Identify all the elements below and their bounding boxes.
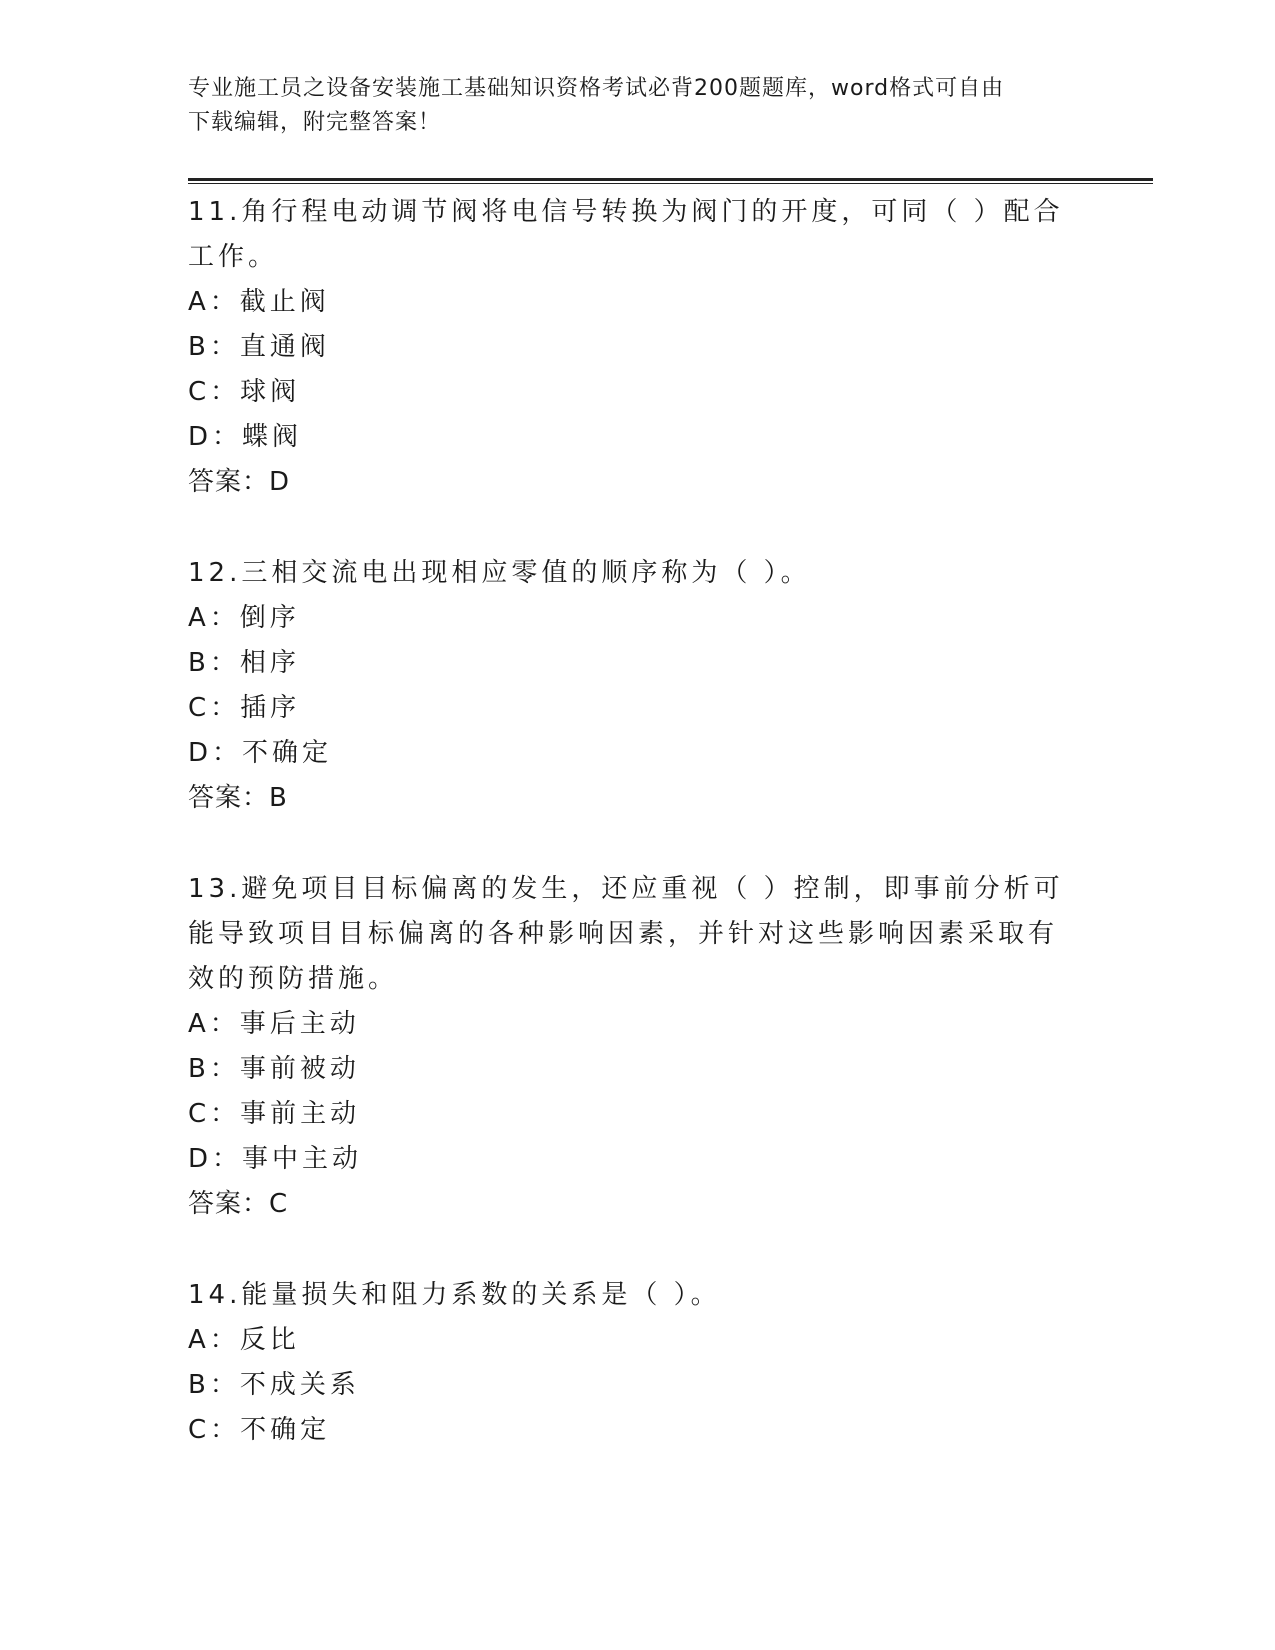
question-stem: 12.三相交流电出现相应零值的顺序称为（ ）。 [188, 558, 811, 588]
answer-line: 答案：B [188, 783, 288, 813]
question-stem: 14.能量损失和阻力系数的关系是（ ）。 [188, 1280, 721, 1310]
option-b: B：不成关系 [188, 1370, 360, 1400]
option-c: C：球阀 [188, 377, 301, 407]
option-b: B：相序 [188, 648, 300, 678]
header-line-2: 下载编辑，附完整答案！ [188, 110, 442, 135]
answer-line: 答案：D [188, 467, 291, 497]
question-13 [188, 867, 1068, 1227]
option-a: A：倒序 [188, 603, 300, 633]
answer-line: 答案：C [188, 1189, 289, 1219]
question-list [188, 190, 1068, 1499]
question-14 [188, 1273, 1068, 1453]
question-12 [188, 551, 1068, 821]
option-a: A：反比 [188, 1325, 300, 1355]
option-b: B：事前被动 [188, 1054, 360, 1084]
option-d: D：事中主动 [188, 1144, 363, 1174]
question-stem: 11.角行程电动调节阀将电信号转换为阀门的开度，可同（ ）配合工作。 [188, 197, 1064, 272]
option-c: C：插序 [188, 693, 301, 723]
header-divider-thick [188, 178, 1153, 181]
option-d: D：蝶阀 [188, 422, 303, 452]
option-c: C：事前主动 [188, 1099, 361, 1129]
option-a: A：事后主动 [188, 1009, 360, 1039]
question-11 [188, 190, 1068, 505]
option-c: C：不确定 [188, 1415, 331, 1445]
document-header [188, 72, 1088, 140]
header-line-1: 专业施工员之设备安装施工基础知识资格考试必背200题题库，word格式可自由 [188, 76, 1005, 101]
question-stem: 13.避免项目目标偏离的发生，还应重视（ ）控制，即事前分析可能导致项目目标偏离的各种影响因素，并针对这些影响因素采取有效的预防措施。 [188, 874, 1064, 994]
option-a: A：截止阀 [188, 287, 330, 317]
option-d: D：不确定 [188, 738, 333, 768]
header-divider-thin [188, 183, 1153, 184]
option-b: B：直通阀 [188, 332, 330, 362]
